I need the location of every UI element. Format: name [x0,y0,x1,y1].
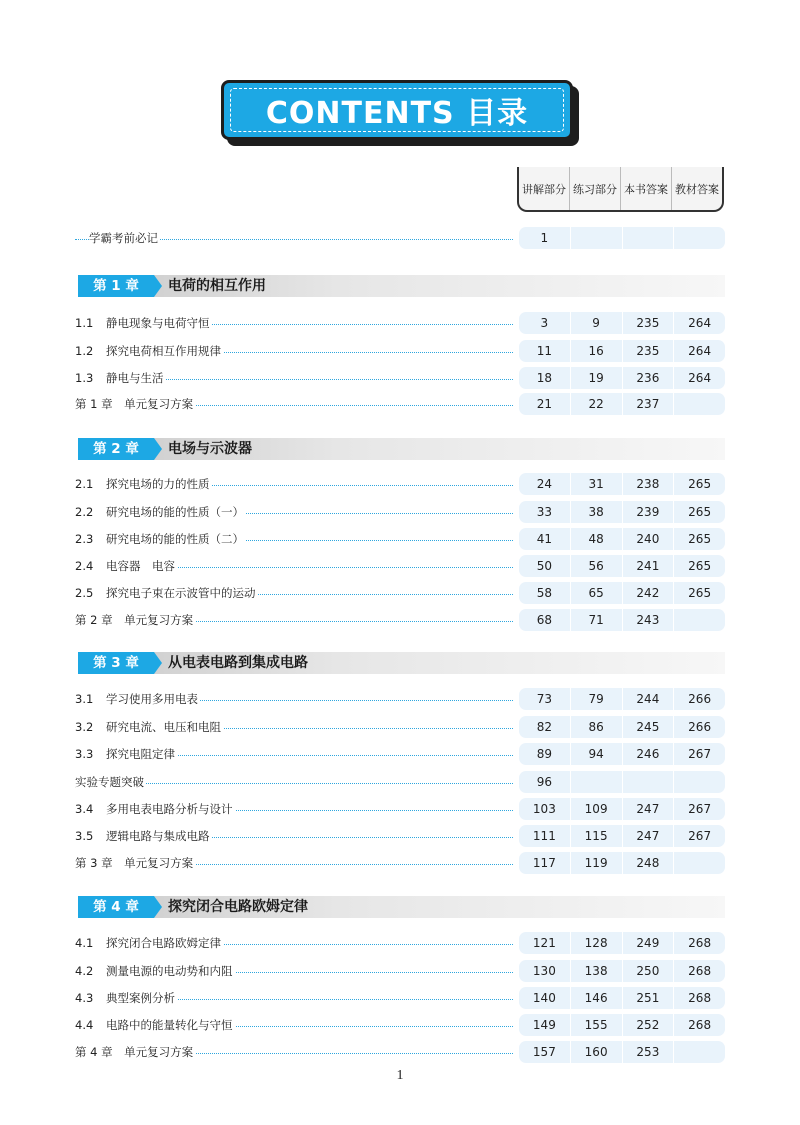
chapter-header [78,438,725,460]
practice-page: 22 [570,393,622,415]
practice-page [570,771,622,793]
chapter-header [78,275,725,297]
section-title: 研究电流、电压和电阻 [106,720,221,734]
toc-row[interactable] [75,340,725,362]
textbook-answer-page: 266 [673,716,725,738]
book-answer-page: 248 [622,852,674,874]
column-header-textbook-answers: 教材答案 [671,167,722,210]
page-cells [519,825,725,847]
column-header-explain: 讲解部分 [522,182,566,196]
toc-row[interactable] [75,473,725,495]
section-number: 3.2 [75,720,94,734]
toc-entry-label [75,528,246,550]
section-number: 4.1 [75,936,94,950]
toc-row[interactable] [75,227,725,249]
toc-row[interactable] [75,582,725,604]
page-cells [519,798,725,820]
page-cells [519,987,725,1009]
chapter-title: 电荷的相互作用 [168,278,266,294]
toc-row[interactable] [75,393,725,415]
textbook-answer-page: 265 [673,582,725,604]
section-number: 4.4 [75,1018,94,1032]
page-cells [519,528,725,550]
page-cells [519,555,725,577]
page-cells [519,960,725,982]
toc-row[interactable] [75,932,725,954]
practice-page: 16 [570,340,622,362]
chapter-tab-notch [154,652,162,674]
chapter-tab: 第 1 章 [78,275,154,297]
toc-entry-label [75,771,146,793]
practice-page: 109 [570,798,622,820]
section-title: 第 1 章 单元复习方案 [75,397,194,411]
section-title: 静电现象与电荷守恒 [106,316,210,330]
section-number: 3.5 [75,829,94,843]
chapter-title: 从电表电路到集成电路 [168,655,308,671]
section-number: 2.3 [75,532,94,546]
toc-entry-label [75,501,246,523]
textbook-answer-page [673,1041,725,1063]
page-cells [519,932,725,954]
explain-page: 82 [536,720,553,734]
section-number: 1.2 [75,344,94,358]
page-cells [519,227,725,249]
section-number: 3.3 [75,747,94,761]
page-cells [519,609,725,631]
book-answer-page: 239 [622,501,674,523]
book-answer-page: 247 [622,825,674,847]
section-number: 2.4 [75,559,94,573]
textbook-answer-page: 268 [673,1014,725,1036]
section-title: 探究电荷相互作用规律 [106,344,221,358]
textbook-answer-page: 265 [673,501,725,523]
page-cells [519,743,725,765]
explain-page: 140 [532,991,556,1005]
chapter-header [78,652,725,674]
toc-row[interactable] [75,716,725,738]
book-answer-page: 247 [622,798,674,820]
page-cells [519,1014,725,1036]
practice-page: 94 [570,743,622,765]
section-number: 2.5 [75,586,94,600]
section-title: 学霸考前必记 [89,231,158,245]
page-number: 1 [396,1068,404,1083]
explain-page: 24 [536,477,553,491]
textbook-answer-page: 267 [673,743,725,765]
section-title: 研究电场的能的性质（二） [106,532,244,546]
explain-page: 11 [536,344,553,358]
section-title: 研究电场的能的性质（一） [106,505,244,519]
toc-row[interactable] [75,743,725,765]
page-cells [519,501,725,523]
toc-row[interactable] [75,688,725,710]
book-answer-page: 235 [622,340,674,362]
toc-row[interactable] [75,1014,725,1036]
book-answer-page: 246 [622,743,674,765]
toc-entry-label [75,932,223,954]
page-cells [519,473,725,495]
textbook-answer-page: 265 [673,555,725,577]
section-number: 4.3 [75,991,94,1005]
practice-page: 155 [570,1014,622,1036]
toc-entry-label [75,743,177,765]
textbook-answer-page [673,227,725,249]
book-answer-page: 245 [622,716,674,738]
section-title: 探究电阻定律 [106,747,175,761]
book-answer-page [622,227,674,249]
section-number: 3.4 [75,802,94,816]
practice-page: 146 [570,987,622,1009]
book-answer-page: 236 [622,367,674,389]
book-answer-page: 252 [622,1014,674,1036]
page-cells [519,852,725,874]
practice-page: 38 [570,501,622,523]
toc-entry-label [75,609,195,631]
toc-entry-label [89,227,160,249]
chapter-tab-notch [154,275,162,297]
book-answer-page: 237 [622,393,674,415]
explain-page: 68 [536,613,553,627]
toc-row[interactable] [75,771,725,793]
toc-entry-label [75,1041,195,1063]
textbook-answer-page: 268 [673,932,725,954]
toc-entry-label [75,367,166,389]
practice-page: 71 [570,609,622,631]
practice-page: 19 [570,367,622,389]
explain-page: 96 [536,775,553,789]
toc-entry-label [75,1014,235,1036]
explain-page: 18 [536,371,553,385]
toc-row[interactable] [75,609,725,631]
toc-entry-label [75,852,195,874]
explain-page: 58 [536,586,553,600]
textbook-answer-page [673,393,725,415]
toc-entry-label [75,393,195,415]
explain-page: 89 [536,747,553,761]
section-title: 探究电子束在示波管中的运动 [106,586,256,600]
textbook-answer-page: 268 [673,987,725,1009]
toc-entry-label [75,960,235,982]
toc-entry-label [75,688,200,710]
page-cells [519,340,725,362]
book-answer-page: 244 [622,688,674,710]
section-title: 逻辑电路与集成电路 [106,829,210,843]
practice-page: 160 [570,1041,622,1063]
section-title: 实验专题突破 [75,775,144,789]
chapter-tab: 第 4 章 [78,896,154,918]
toc-row[interactable] [75,798,725,820]
practice-page [570,227,622,249]
textbook-answer-page: 264 [673,312,725,334]
explain-page: 41 [536,532,553,546]
page-cells [519,771,725,793]
explain-page: 157 [532,1045,556,1059]
book-answer-page: 249 [622,932,674,954]
section-title: 测量电源的电动势和内阻 [106,964,233,978]
book-answer-page: 242 [622,582,674,604]
textbook-answer-page: 267 [673,798,725,820]
book-answer-page: 240 [622,528,674,550]
section-title: 第 2 章 单元复习方案 [75,613,194,627]
toc-row[interactable] [75,1041,725,1063]
explain-page: 130 [532,964,556,978]
section-title: 典型案例分析 [106,991,175,1005]
book-answer-page: 243 [622,609,674,631]
chapter-tab-notch [154,438,162,460]
practice-page: 128 [570,932,622,954]
toc-row[interactable] [75,960,725,982]
explain-page: 1 [540,231,549,245]
textbook-answer-page: 268 [673,960,725,982]
section-number: 1.3 [75,371,94,385]
explain-page: 121 [532,936,556,950]
toc-row[interactable] [75,367,725,389]
section-title: 探究电场的力的性质 [106,477,210,491]
explain-page: 117 [532,856,556,870]
textbook-answer-page [673,852,725,874]
toc-row[interactable] [75,312,725,334]
page-cells [519,393,725,415]
section-title: 静电与生活 [106,371,164,385]
page-cells [519,1041,725,1063]
book-answer-page: 241 [622,555,674,577]
practice-page: 31 [570,473,622,495]
textbook-answer-page: 267 [673,825,725,847]
toc-entry-label [75,312,212,334]
section-title: 探究闭合电路欧姆定律 [106,936,221,950]
toc-row[interactable] [75,825,725,847]
practice-page: 56 [570,555,622,577]
toc-entry-label [75,825,212,847]
section-title: 电路中的能量转化与守恒 [106,1018,233,1032]
practice-page: 86 [570,716,622,738]
toc-entry-label [75,473,212,495]
book-answer-page: 235 [622,312,674,334]
section-number: 2.2 [75,505,94,519]
textbook-answer-page: 265 [673,473,725,495]
toc-entry-label [75,582,258,604]
textbook-answer-page: 264 [673,367,725,389]
explain-page: 33 [536,505,553,519]
textbook-answer-page: 265 [673,528,725,550]
toc-entry-label [75,798,235,820]
chapter-header [78,896,725,918]
section-title: 多用电表电路分析与设计 [106,802,233,816]
title-banner [221,80,573,140]
practice-page: 119 [570,852,622,874]
chapter-title: 电场与示波器 [168,441,252,457]
explain-page: 111 [532,829,556,843]
page-cells [519,582,725,604]
toc-row[interactable] [75,528,725,550]
book-answer-page: 238 [622,473,674,495]
explain-page: 3 [540,316,549,330]
section-title: 第 4 章 单元复习方案 [75,1045,194,1059]
practice-page: 48 [570,528,622,550]
practice-page: 138 [570,960,622,982]
practice-page: 9 [570,312,622,334]
section-number: 2.1 [75,477,94,491]
toc-row[interactable] [75,852,725,874]
chapter-tab-notch [154,896,162,918]
toc-entry-label [75,716,223,738]
toc-entry-label [75,987,177,1009]
section-title: 电容器 电容 [106,559,175,573]
practice-page: 65 [570,582,622,604]
book-answer-page: 250 [622,960,674,982]
page-cells [519,367,725,389]
toc-row[interactable] [75,987,725,1009]
textbook-answer-page: 266 [673,688,725,710]
chapter-title: 探究闭合电路欧姆定律 [168,899,308,915]
explain-page: 50 [536,559,553,573]
book-answer-page: 253 [622,1041,674,1063]
section-title: 学习使用多用电表 [106,692,198,706]
practice-page: 115 [570,825,622,847]
book-answer-page [622,771,674,793]
explain-page: 149 [532,1018,556,1032]
practice-page: 79 [570,688,622,710]
chapter-tab: 第 3 章 [78,652,154,674]
column-header-practice: 练习部分 [569,167,620,210]
explain-page: 21 [536,397,553,411]
chapter-tab: 第 2 章 [78,438,154,460]
toc-entry-label [75,340,223,362]
toc-row[interactable] [75,555,725,577]
toc-entry-label [75,555,177,577]
section-title: 第 3 章 单元复习方案 [75,856,194,870]
book-answer-page: 251 [622,987,674,1009]
page-cells [519,688,725,710]
section-number: 1.1 [75,316,94,330]
textbook-answer-page: 264 [673,340,725,362]
explain-page: 73 [536,692,553,706]
page-cells [519,312,725,334]
page-cells [519,716,725,738]
textbook-answer-page [673,771,725,793]
column-header-book-answers: 本书答案 [620,167,671,210]
textbook-answer-page [673,609,725,631]
section-number: 3.1 [75,692,94,706]
toc-row[interactable] [75,501,725,523]
explain-page: 103 [532,802,556,816]
section-number: 4.2 [75,964,94,978]
page-title: CONTENTS 目录 [230,88,564,132]
column-header-tab [517,167,724,212]
